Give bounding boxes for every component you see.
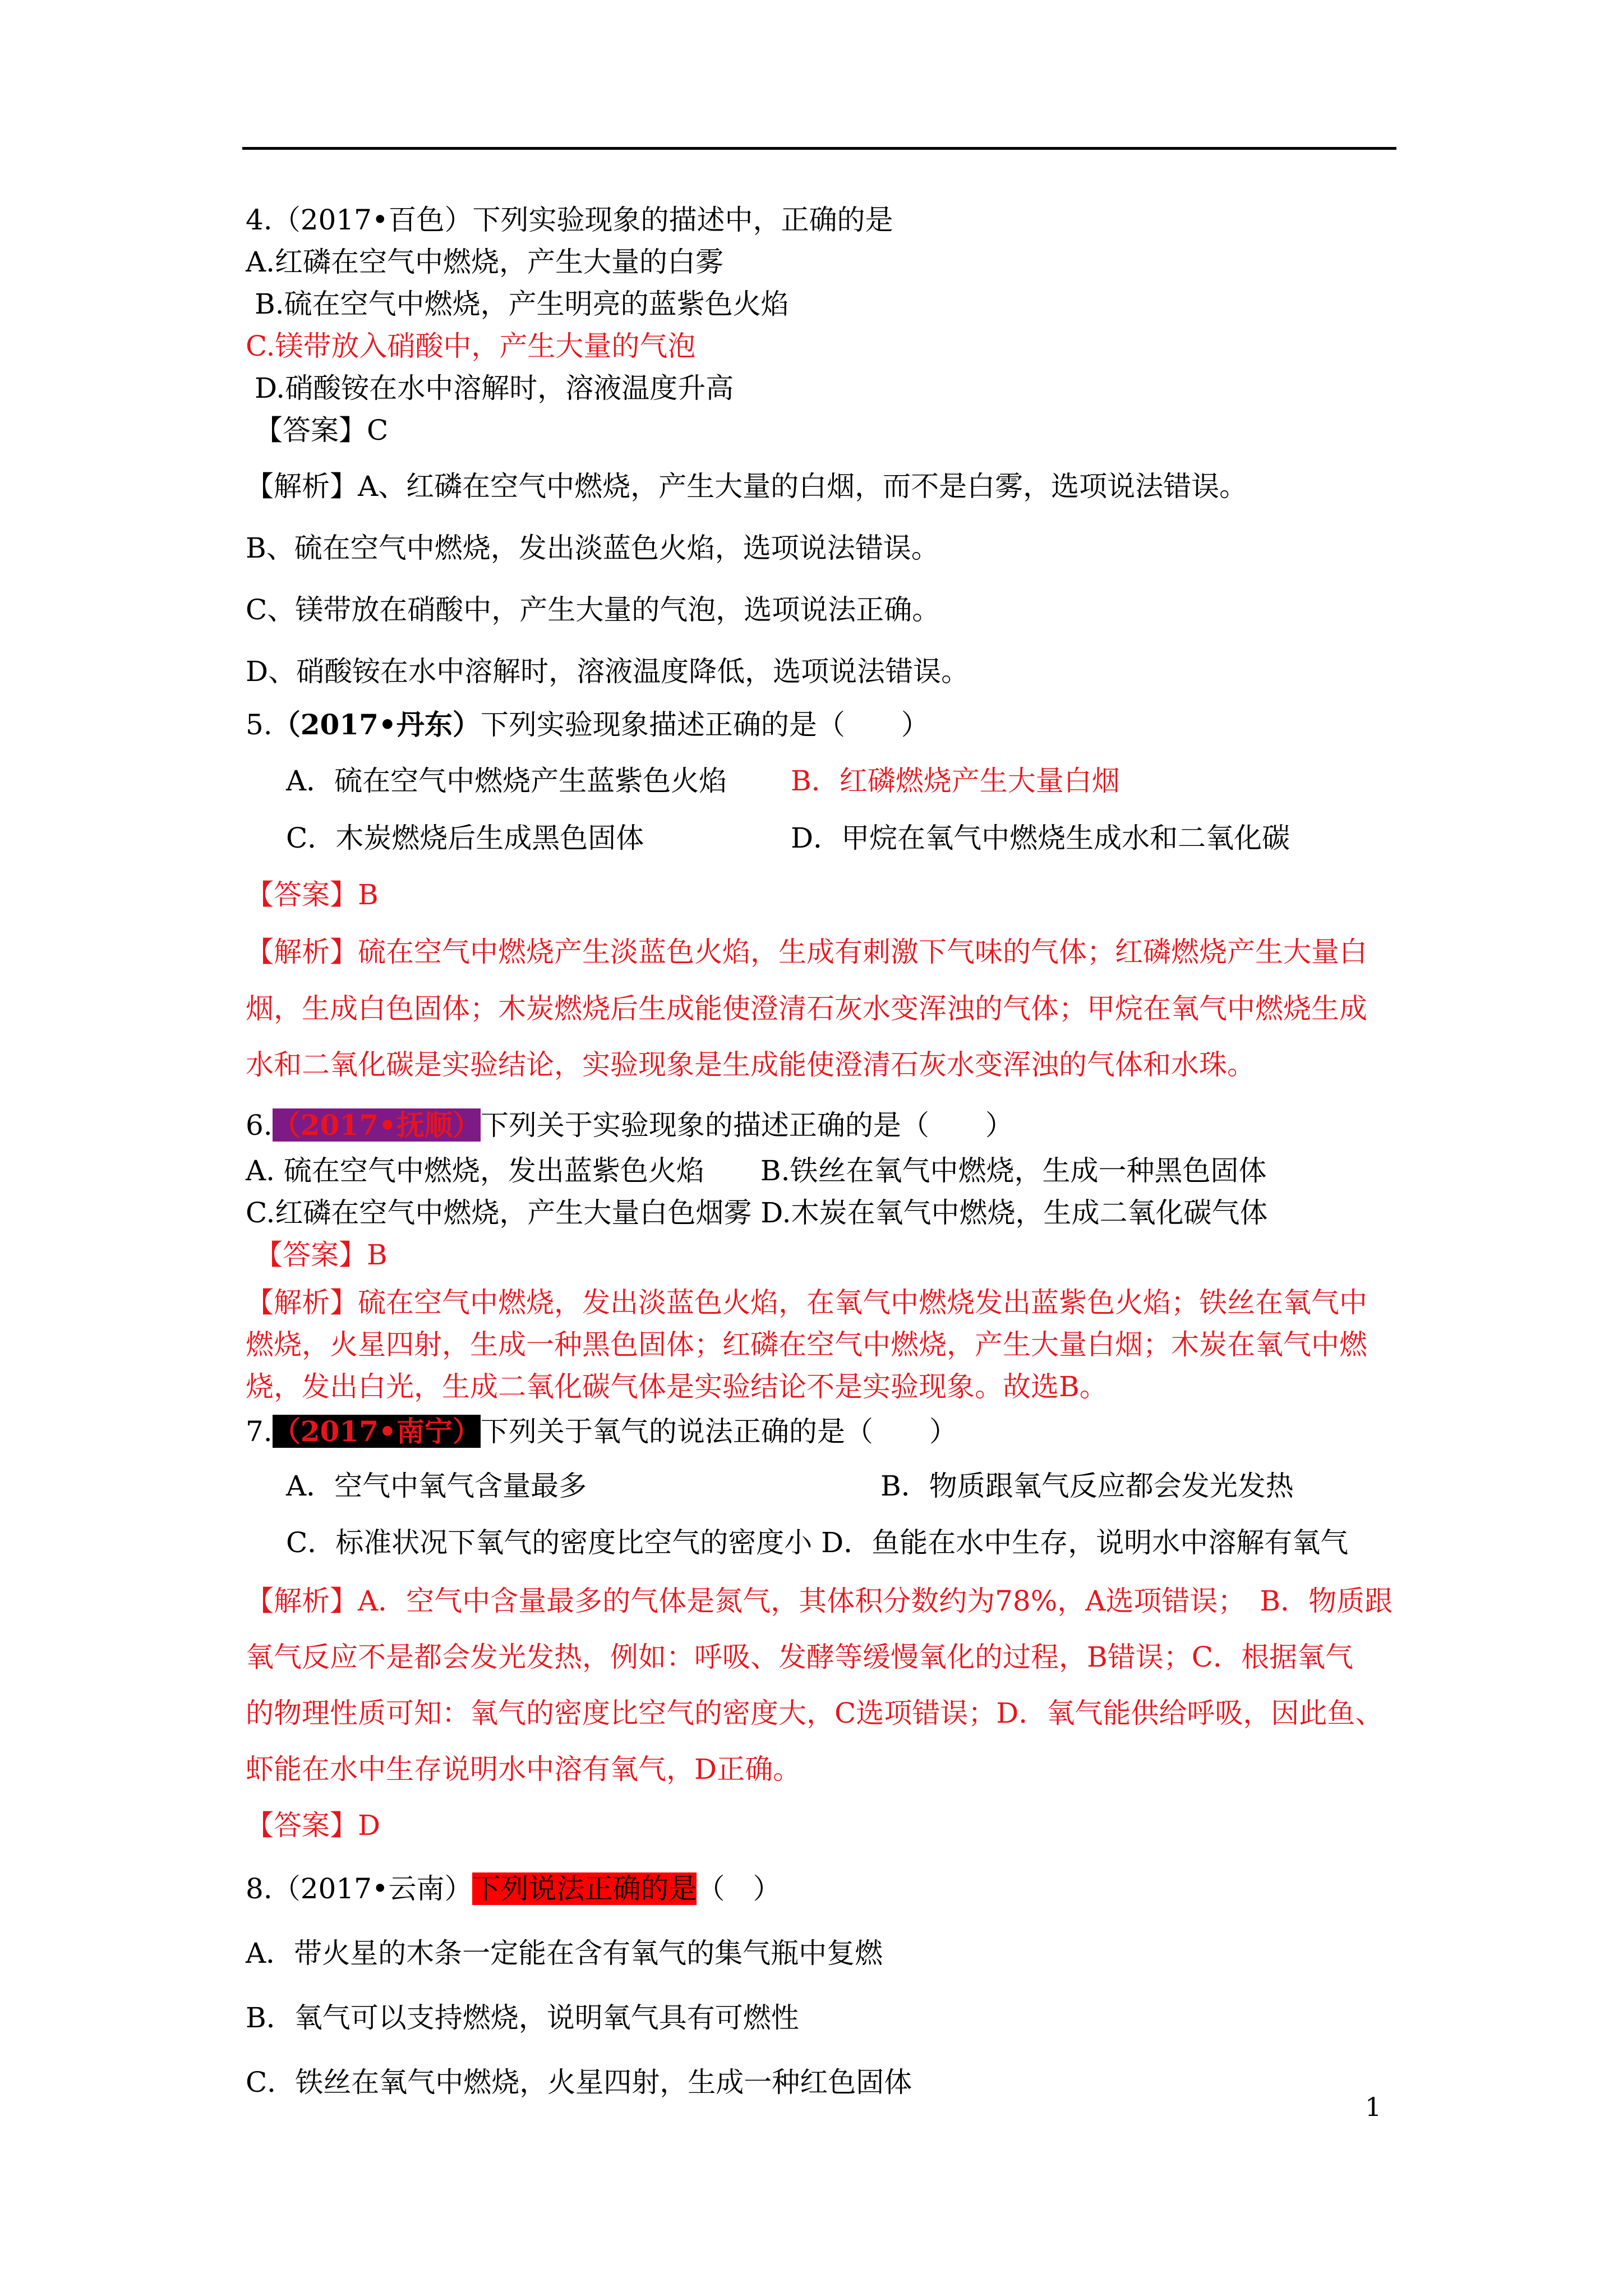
q6-stem-line <box>246 1107 1013 1143</box>
q7-source-tag: （2017•南宁） <box>272 1415 481 1448</box>
q7-number: 7. <box>246 1415 273 1448</box>
q6-explanation-3: 烧，发出白光，生成二氧化碳气体是实验结论不是实验现象。故选B。 <box>246 1370 1108 1403</box>
q5-options-ab <box>286 763 1120 799</box>
header-rule <box>242 147 1396 150</box>
q8-option-c: C．铁丝在氧气中燃烧，火星四射，生成一种红色固体 <box>246 2066 912 2099</box>
q7-explanation-4: 虾能在水中生存说明水中溶有氧气，D正确。 <box>246 1753 801 1786</box>
q7-options-cd: C．标准状况下氧气的密度比空气的密度小 D．鱼能在水中生存，说明水中溶解有氧气 <box>286 1526 1349 1559</box>
q4-answer: 【答案】C <box>255 414 389 447</box>
q4-explanation-4: D、硝酸铵在水中溶解时，溶液温度降低，选项说法错误。 <box>246 655 970 688</box>
q4-explanation-3: C、镁带放在硝酸中，产生大量的气泡，选项说法正确。 <box>246 593 940 626</box>
q7-explanation-3: 的物理性质可知：氧气的密度比空气的密度大，C选项错误；D．氧气能供给呼吸，因此鱼、 <box>246 1697 1384 1729</box>
q4-option-d: D.硝酸铵在水中溶解时，溶液温度升高 <box>255 372 734 404</box>
q5-number: 5. <box>246 708 273 741</box>
q8-option-b: B．氧气可以支持燃烧，说明氧气具有可燃性 <box>246 2001 799 2034</box>
q7-option-a: A．空气中氧气含量最多 <box>286 1470 587 1502</box>
q8-suffix: （ ） <box>697 1872 781 1905</box>
q8-stem-line <box>246 1871 781 1907</box>
q5-stem-line <box>246 707 929 743</box>
q4-option-c: C.镁带放入硝酸中，产生大量的气泡 <box>246 330 696 362</box>
q6-explanation-1: 【解析】硫在空气中燃烧，发出淡蓝色火焰，在氧气中燃烧发出蓝紫色火焰；铁丝在氧气中 <box>246 1286 1367 1319</box>
q5-explanation-1: 【解析】硫在空气中燃烧产生淡蓝色火焰，生成有刺激下气味的气体；红磷燃烧产生大量白 <box>246 936 1367 968</box>
q5-option-a: A．硫在空气中燃烧产生蓝紫色火焰 <box>286 765 727 797</box>
q5-options-cd <box>286 820 1290 856</box>
q8-prefix: 8.（2017•云南） <box>246 1872 473 1905</box>
q4-explanation-1: 【解析】A、红磷在空气中燃烧，产生大量的白烟，而不是白雾，选项说法错误。 <box>246 470 1248 503</box>
q8-option-a: A．带火星的木条一定能在含有氧气的集气瓶中复燃 <box>246 1937 883 1970</box>
q7-explanation-2: 氧气反应不是都会发光发热，例如：呼吸、发酵等缓慢氧化的过程，B错误；C．根据氧气 <box>246 1641 1353 1673</box>
q4-option-a: A.红磷在空气中燃烧，产生大量的白雾 <box>246 246 724 278</box>
q6-number: 6. <box>246 1109 273 1142</box>
q7-option-b: B．物质跟氧气反应都会发光发热 <box>880 1470 1294 1502</box>
q7-explanation-1: 【解析】A．空气中含量最多的气体是氮气，其体积分数约为78%，A选项错误； B．物质跟 <box>246 1585 1393 1617</box>
q6-explanation-2: 燃烧，火星四射，生成一种黑色固体；红磷在空气中燃烧，产生大量白烟；木炭在氧气中燃 <box>246 1328 1367 1361</box>
q6-source-tag: （2017•抚顺） <box>272 1108 481 1142</box>
q5-explanation-3: 水和二氧化碳是实验结论，实验现象是生成能使澄清石灰水变浑浊的气体和水珠。 <box>246 1048 1255 1081</box>
q5-option-b: B．红磷燃烧产生大量白烟 <box>791 765 1120 797</box>
q5-source-tag: （2017•丹东） <box>272 708 481 741</box>
q6-options-ab: A. 硫在空气中燃烧，发出蓝紫色火焰 B.铁丝在氧气中燃烧，生成一种黑色固体 <box>246 1154 1267 1187</box>
q7-stem-line <box>246 1414 957 1450</box>
q5-explanation-2: 烟，生成白色固体；木炭燃烧后生成能使澄清石灰水变浑浊的气体；甲烷在氧气中燃烧生成 <box>246 992 1367 1025</box>
q5-answer: 【答案】B <box>246 878 379 911</box>
q4-stem: 4.（2017•百色）下列实验现象的描述中，正确的是 <box>246 204 893 236</box>
q6-answer: 【答案】B <box>255 1239 388 1271</box>
q7-answer: 【答案】D <box>246 1809 381 1842</box>
q5-option-c: C．木炭燃烧后生成黑色固体 <box>286 822 644 854</box>
q7-stem: 下列关于氧气的说法正确的是（ ） <box>480 1415 957 1448</box>
q6-stem: 下列关于实验现象的描述正确的是（ ） <box>480 1109 1013 1142</box>
q5-option-d: D．甲烷在氧气中燃烧生成水和二氧化碳 <box>791 822 1290 854</box>
q7-options-ab <box>286 1468 1294 1504</box>
q8-highlighted-stem: 下列说法正确的是 <box>472 1872 697 1905</box>
q4-option-b: B.硫在空气中燃烧，产生明亮的蓝紫色火焰 <box>255 288 789 320</box>
q5-stem: 下列实验现象描述正确的是（ ） <box>480 708 929 741</box>
page-number: 1 <box>1365 2092 1382 2122</box>
q6-options-cd: C.红磷在空气中燃烧，产生大量白色烟雾 D.木炭在氧气中燃烧，生成二氧化碳气体 <box>246 1197 1268 1229</box>
q4-explanation-2: B、硫在空气中燃烧，发出淡蓝色火焰，选项说法错误。 <box>246 532 939 564</box>
